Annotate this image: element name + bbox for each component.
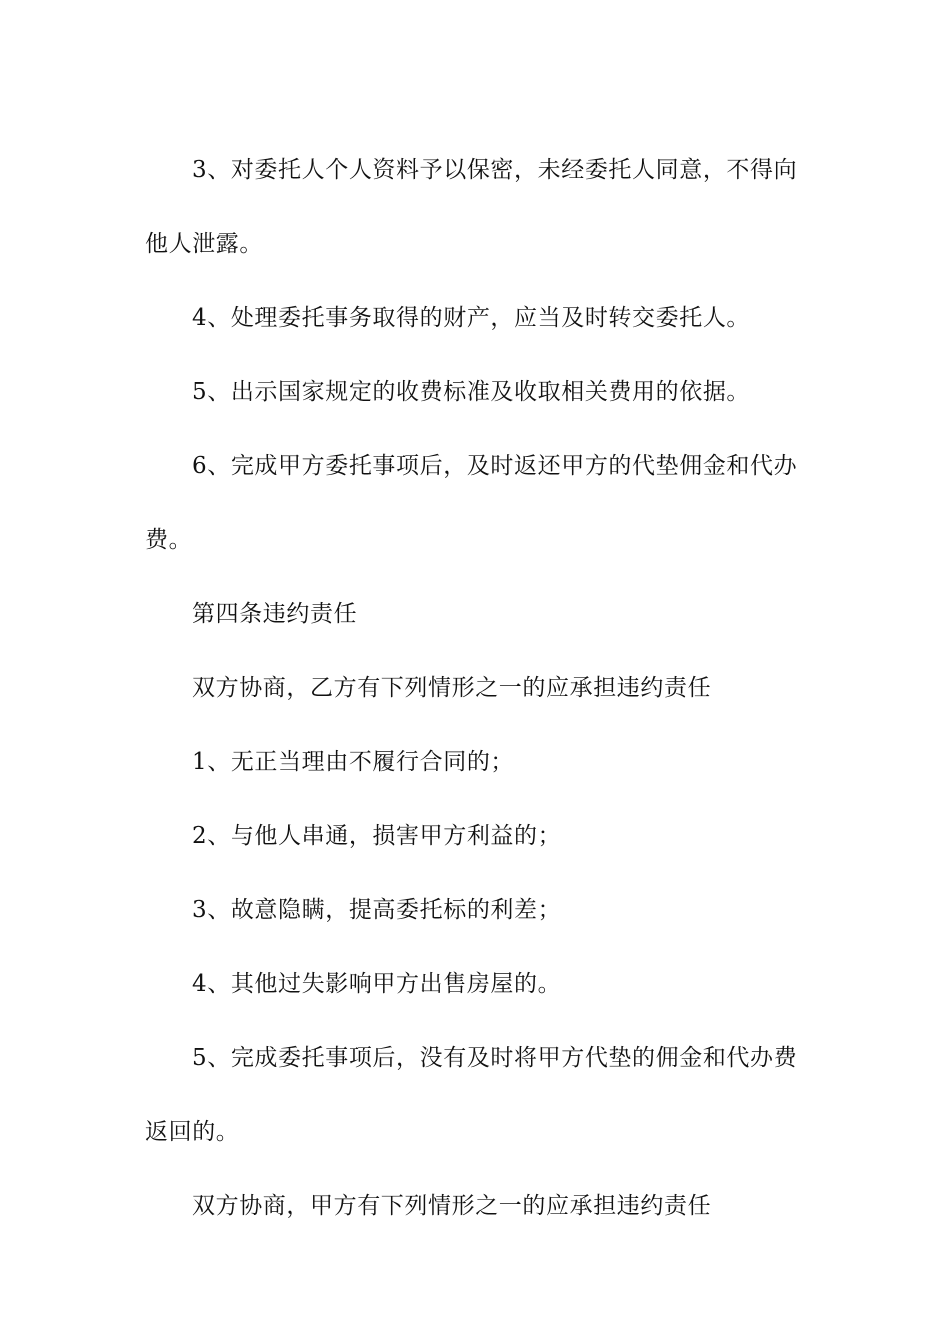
paragraph-party-b-liability-intro: 双方协商，乙方有下列情形之一的应承担违约责任 <box>192 675 712 701</box>
list-item-breach-4: 4、其他过失影响甲方出售房屋的。 <box>192 971 562 997</box>
paragraph-fee-standard: 5、出示国家规定的收费标准及收取相关费用的依据。 <box>192 379 751 405</box>
list-item-breach-3: 3、故意隐瞒，提高委托标的利差； <box>192 897 562 923</box>
paragraph-property-transfer: 4、处理委托事务取得的财产，应当及时转交委托人。 <box>192 305 751 331</box>
paragraph-refund: 6、完成甲方委托事项后，及时返还甲方的代垫佣金和代办费。 <box>145 453 798 553</box>
paragraph-party-a-liability-intro: 双方协商，甲方有下列情形之一的应承担违约责任 <box>192 1193 712 1219</box>
list-item-breach-2: 2、与他人串通，损害甲方利益的； <box>192 823 562 849</box>
paragraph-confidentiality: 3、对委托人个人资料予以保密，未经委托人同意，不得向他人泄露。 <box>145 157 798 257</box>
document-body <box>145 133 810 1243</box>
list-item-breach-5: 5、完成委托事项后，没有及时将甲方代垫的佣金和代办费返回的。 <box>145 1045 798 1145</box>
list-item-breach-1: 1、无正当理由不履行合同的； <box>192 749 515 775</box>
section-heading-liability: 第四条违约责任 <box>192 601 358 627</box>
